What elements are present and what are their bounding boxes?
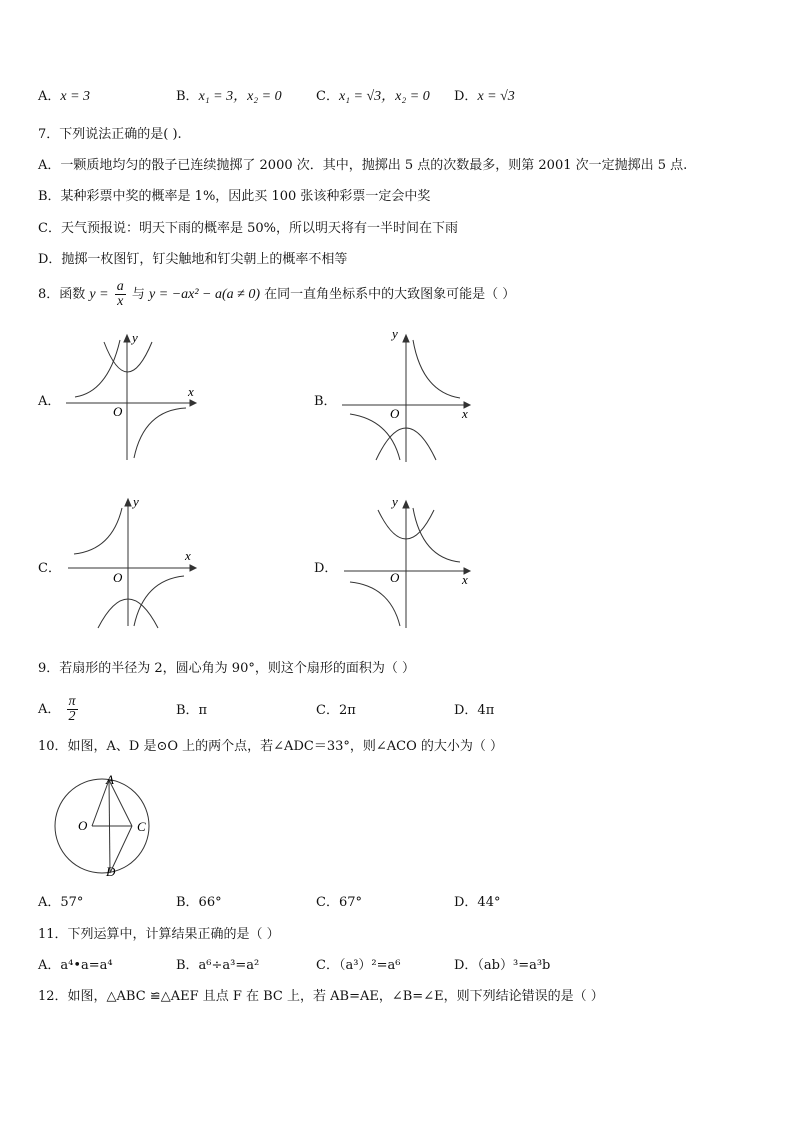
y-axis-label: y <box>392 494 398 509</box>
q6-option-d-math: x = √3 <box>477 89 515 104</box>
q8-graph-d <box>336 496 476 636</box>
q11-stem: 11．下列运算中，计算结果正确的是（ ） <box>38 927 280 942</box>
hyperbola-branch <box>134 408 186 458</box>
hyperbola-branch <box>74 508 122 554</box>
hyperbola-branch <box>413 340 460 398</box>
q9-option-b: B．π <box>176 703 208 718</box>
y-axis-label: y <box>132 330 138 345</box>
y-arrow-icon <box>403 501 409 508</box>
y-axis-label: y <box>392 326 398 341</box>
q10-option-a: A．57° <box>38 895 84 910</box>
q8-graph-c <box>60 496 200 636</box>
q6-option-b-math: x₁ = 3，x₂ = 0 <box>198 89 282 104</box>
y-axis-label: y <box>133 494 139 509</box>
q6-option-b: B．x₁ = 3，x₂ = 0 <box>176 89 282 104</box>
q8-stem: 8．函数 y = $\frac{a}{x}$ 与 y = −ax² − a(a ≠ 0) 在同一直角坐标系中的大致图象可能是（ ） <box>38 279 516 309</box>
y-arrow-icon <box>124 335 130 342</box>
q10-option-b: B．66° <box>176 895 222 910</box>
q9-option-d: D．4π <box>454 703 495 718</box>
x-axis-label: x <box>188 384 194 399</box>
origin-label: O <box>390 406 400 421</box>
origin-label: O <box>113 404 123 419</box>
q11-option-c: C．（a³）²=a⁶ <box>316 958 401 973</box>
x-axis-label: x <box>462 572 468 587</box>
q8-function-1-fraction: $\frac{a}{x}$ <box>116 279 124 309</box>
q8-function-2: y = −ax² − a(a ≠ 0) <box>149 287 261 302</box>
q6-option-d: D．x = √3 <box>454 89 515 104</box>
q12-stem: 12．如图，△ABC ≌△AEF 且点 F 在 BC 上，若 AB=AE，∠B=∠E，则下列结论错误的是（ ） <box>38 989 604 1004</box>
q8-graph-a-label: A． <box>38 394 61 409</box>
q6-option-a-math: x = 3 <box>60 89 91 104</box>
hyperbola-branch <box>350 582 400 626</box>
q8-graph-b <box>336 326 476 470</box>
hyperbola-branch <box>134 576 184 626</box>
q11-option-b: B．a⁶÷a³=a² <box>176 958 260 973</box>
q7-option-a: A．一颗质地均匀的骰子已连续抛掷了 2000 次．其中，抛掷出 5 点的次数最多，则第 2001 次一定抛掷出 5 点. <box>38 158 688 173</box>
hyperbola-branch <box>75 340 120 397</box>
point-o-label: O <box>78 818 88 833</box>
q6-option-c-math: x₁ = √3，x₂ = 0 <box>338 89 430 104</box>
point-c-label: C <box>137 819 146 834</box>
x-axis-label: x <box>185 548 191 563</box>
q8-graph-a <box>60 330 200 470</box>
q8-graph-d-label: D． <box>314 561 338 576</box>
point-d-label: D <box>106 864 116 879</box>
segment-ad <box>109 780 110 873</box>
q9-option-c: C．2π <box>316 703 356 718</box>
q10-stem: 10．如图，A、D 是⊙O 上的两个点，若∠ADC＝33°，则∠ACO 的大小为（ ） <box>38 739 504 754</box>
q11-option-d: D．（ab）³=a³b <box>454 958 551 973</box>
y-arrow-icon <box>403 335 409 342</box>
origin-label: O <box>390 570 400 585</box>
q7-option-d: D．抛掷一枚图钉，钉尖触地和钉尖朝上的概率不相等 <box>38 252 348 267</box>
q10-circle-diagram <box>44 772 164 880</box>
q9-option-a: A． $\frac{\pi}{2}$ <box>38 694 76 724</box>
y-arrow-icon <box>125 499 131 506</box>
q8-function-1-lhs: y = <box>89 287 109 302</box>
q11-option-a: A．a⁴•a=a⁴ <box>38 958 113 973</box>
q6-option-c: C．x₁ = √3，x₂ = 0 <box>316 89 430 104</box>
q7-option-b: B．某种彩票中奖的概率是 1%，因此买 100 张该种彩票一定会中奖 <box>38 189 431 204</box>
x-arrow-icon <box>190 400 196 406</box>
q7-stem: 7．下列说法正确的是( ). <box>38 127 182 142</box>
hyperbola-branch <box>413 508 460 562</box>
q8-graph-c-label: C． <box>38 561 61 576</box>
q10-option-c: C．67° <box>316 895 362 910</box>
q10-option-d: D．44° <box>454 895 501 910</box>
origin-label: O <box>113 570 123 585</box>
x-axis-label: x <box>462 406 468 421</box>
point-a-label: A <box>106 772 114 787</box>
q7-option-c: C．天气预报说：明天下雨的概率是 50%，所以明天将有一半时间在下雨 <box>38 221 458 236</box>
q9-option-a-fraction: $\frac{\pi}{2}$ <box>68 694 76 724</box>
q6-option-a: A．x = 3 <box>38 89 91 104</box>
q8-graph-b-label: B． <box>314 394 337 409</box>
x-arrow-icon <box>190 565 196 571</box>
q9-stem: 9．若扇形的半径为 2，圆心角为 90°，则这个扇形的面积为（ ） <box>38 661 415 676</box>
